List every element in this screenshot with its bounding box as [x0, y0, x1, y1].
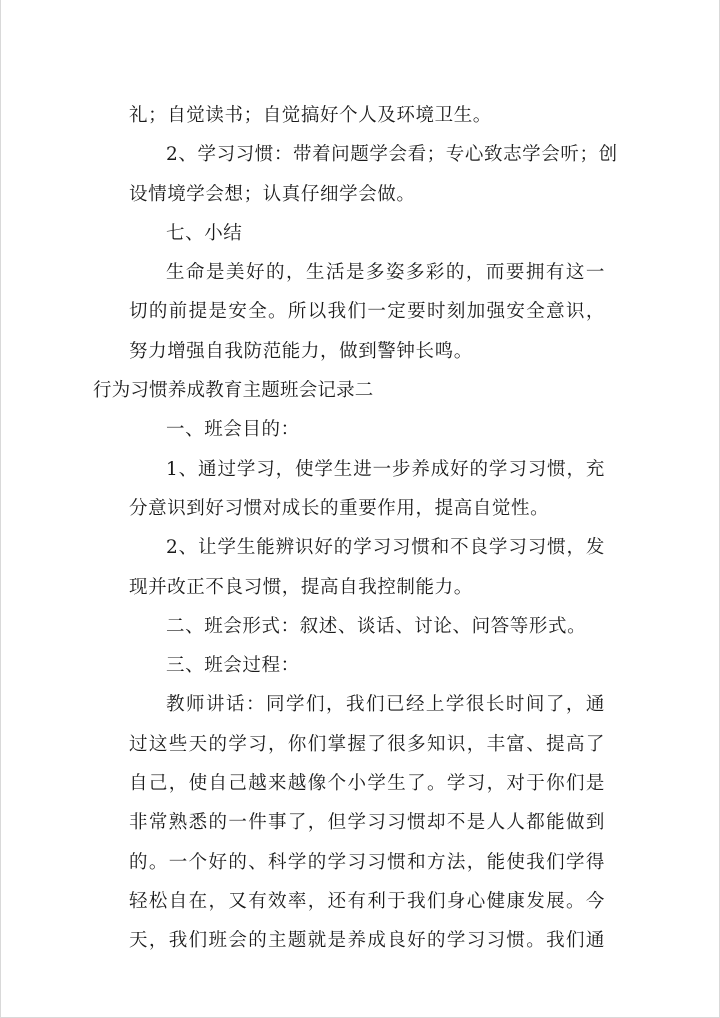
- section-heading-summary: 七、小结: [166, 222, 243, 244]
- text-line-22: 天，我们班会的主题就是养成良好的学习习惯。我们通: [129, 930, 605, 952]
- text-line-7: 努力增强自我防范能力，做到警钟长鸣。: [129, 340, 473, 362]
- text-line-2: 2、学习习惯：带着问题学会看；专心致志学会听；创: [166, 144, 618, 166]
- text-line-11: 分意识到好习惯对成长的重要作用，提高自觉性。: [129, 497, 550, 519]
- text-line-18: 自己，使自己越来越像个小学生了。学习，对于你们是: [129, 773, 605, 795]
- text-line-10: 1、通过学习，使学生进一步养成好的学习习惯，充: [166, 458, 605, 480]
- text-line-5: 生命是美好的，生活是多姿多彩的，而要拥有这一: [166, 262, 605, 284]
- text-line-12: 2、让学生能辨识好的学习习惯和不良学习习惯，发: [166, 537, 605, 559]
- text-line-20: 的。一个好的、科学的学习习惯和方法，能使我们学得: [129, 851, 605, 873]
- text-line-17: 过这些天的学习，你们掌握了很多知识，丰富、提高了: [129, 733, 605, 755]
- section-heading-process: 三、班会过程：: [166, 655, 300, 677]
- document-body: [93, 96, 618, 961]
- document-title: 行为习惯养成教育主题班会记录二: [93, 380, 374, 402]
- section-heading-purpose: 一、班会目的：: [166, 419, 300, 441]
- text-line-21: 轻松自在，又有效率，还有利于我们身心健康发展。今: [129, 890, 605, 912]
- text-line-1: 礼；自觉读书；自觉搞好个人及环境卫生。: [129, 105, 492, 126]
- text-line-13: 现并改正不良习惯，提高自我控制能力。: [129, 576, 473, 598]
- text-line-19: 非常熟悉的一件事了，但学习习惯却不是人人都能做到: [129, 812, 605, 834]
- section-heading-form: 二、班会形式：叙述、谈话、讨论、问答等形式。: [166, 615, 587, 637]
- text-line-16: 教师讲话：同学们，我们已经上学很长时间了，通: [166, 694, 605, 716]
- text-line-3: 设情境学会想；认真仔细学会做。: [129, 183, 416, 205]
- text-line-6: 切的前提是安全。所以我们一定要时刻加强安全意识，: [129, 301, 605, 323]
